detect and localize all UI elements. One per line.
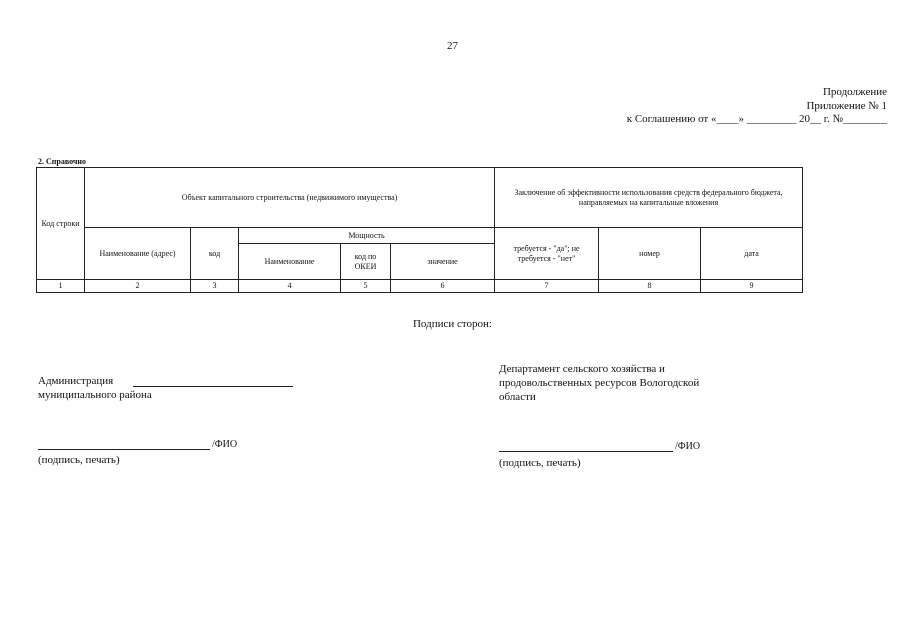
col-number: 3 xyxy=(191,280,239,293)
col-number: 4 xyxy=(239,280,341,293)
header-required: требуется - "да"; не требуется - "нет" xyxy=(495,228,599,280)
col-number: 8 xyxy=(599,280,701,293)
header-capacity-name: Наименование xyxy=(239,244,341,280)
header-value: значение xyxy=(391,244,495,280)
header-agreement: к Соглашению от «____» _________ 20__ г. №________ xyxy=(626,113,887,125)
header-number: номер xyxy=(599,228,701,280)
reference-table xyxy=(36,167,803,293)
right-fio-label: /ФИО xyxy=(675,441,701,452)
right-signature-caption: (подпись, печать) xyxy=(499,457,581,469)
header-date: дата xyxy=(701,228,803,280)
header-kod: код xyxy=(191,228,239,280)
header-appendix: Приложение № 1 xyxy=(806,100,887,112)
col-number: 1 xyxy=(37,280,85,293)
header-capacity: Мощность xyxy=(239,228,495,244)
header-object: Объект капитального строительства (недвижимого имущества) xyxy=(85,168,495,228)
signatures-title: Подписи сторон: xyxy=(412,318,492,330)
left-signature-caption: (подпись, печать) xyxy=(38,454,120,466)
col-number: 9 xyxy=(701,280,803,293)
left-org-line2: муниципального района xyxy=(38,389,152,401)
header-code-row: Код строки xyxy=(37,168,85,280)
left-org-signature-line[interactable] xyxy=(133,386,293,387)
col-number: 5 xyxy=(341,280,391,293)
col-number: 6 xyxy=(391,280,495,293)
left-org-line1: Администрация xyxy=(38,375,114,387)
header-conclusion: Заключение об эффективности использования средств федерального бюджета, направляемых на капитальные вложения xyxy=(495,168,803,228)
col-number: 7 xyxy=(495,280,599,293)
col-number: 2 xyxy=(85,280,191,293)
right-org-line2: продовольственных ресурсов Вологодской xyxy=(499,377,700,389)
column-number-row xyxy=(37,280,803,293)
right-org-line1: Департамент сельского хозяйства и xyxy=(499,363,665,375)
header-name-address: Наименование (адрес) xyxy=(85,228,191,280)
page-number: 27 xyxy=(447,40,458,52)
header-okei: код по ОКЕИ xyxy=(341,244,391,280)
header-continuation: Продолжение xyxy=(822,86,887,98)
left-signature-line[interactable] xyxy=(38,449,210,450)
right-signature-line[interactable] xyxy=(499,451,673,452)
left-fio-label: /ФИО xyxy=(212,439,238,450)
section-title: 2. Справочно xyxy=(38,157,87,166)
right-org-line3: области xyxy=(499,391,536,403)
